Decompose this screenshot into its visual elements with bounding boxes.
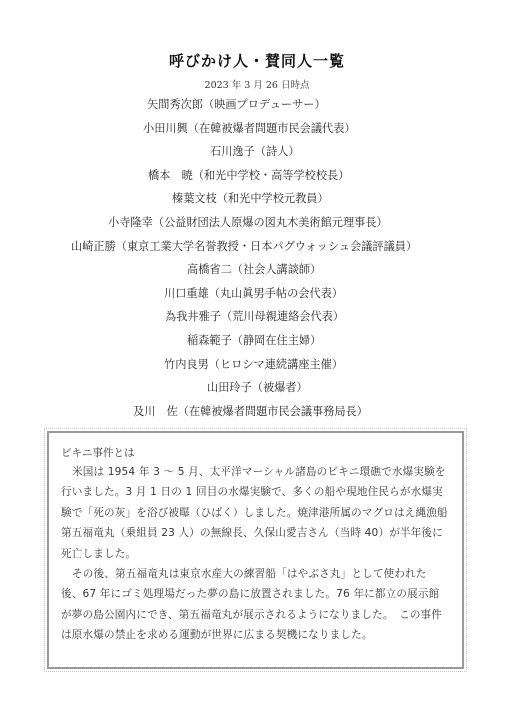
supporter-name: 石川逸子（詩人） (210, 145, 300, 159)
box-paragraph: その後、第五福竜丸は東京水産大の練習船「はやぶさ丸」として使われた後、67 年にゴミ処理場だった夢の島に放置されました。76 年に都立の展示館が夢の島公園内にでき、第五福竜丸が展示されるようになりました。 この事件は原水爆の禁止を求める運動が世界に広まる契機になりました。 (61, 568, 443, 642)
supporter-name: 高橋省二（社会人講談師） (187, 263, 322, 277)
list-item (0, 140, 514, 164)
supporter-name: 榛葉文枝（和光中学校元教員） (172, 192, 329, 206)
supporter-name: 及川 佐（在韓被爆者問題市民会議事務局長） (133, 404, 368, 418)
list-item (0, 282, 514, 306)
list-item (0, 211, 514, 235)
bikini-incident-box (47, 431, 464, 669)
supporter-name: 矢間秀次郎（映画プロデューサー） (147, 98, 326, 111)
supporter-name: 小寺隆幸（公益財団法人原爆の図丸木美術館元理事長） (108, 215, 388, 229)
supporter-name: 為我井雅子（荒川母親連絡会代表） (165, 310, 345, 324)
list-item (0, 258, 514, 282)
page-title: 呼びかけ人・賛同人一覧 (168, 52, 345, 70)
list-item (0, 353, 514, 377)
supporter-name: 小田川興（在韓被爆者問題市民会議代表） (143, 121, 356, 135)
supporter-name: 山崎正勝（東京工業大学名誉教授・日本パグウォッシュ会議評議員） (71, 239, 418, 253)
list-item (0, 117, 514, 141)
supporter-name: 山田玲子（被爆者） (207, 381, 308, 395)
box-heading: ビキニ事件とは (61, 447, 135, 459)
supporter-name: 橋本 暁（和光中学校・高等学校校長） (148, 168, 350, 182)
supporter-name: 稲森範子（静岡在住主婦） (187, 333, 322, 347)
supporters-list (0, 93, 514, 423)
list-item (0, 329, 514, 353)
supporter-name: 川口重雄（丸山眞男手帖の会代表） (164, 286, 344, 300)
supporter-name: 竹内良男（ヒロシマ連続講座主催） (164, 357, 344, 371)
box-paragraph: 米国は 1954 年 3 ～ 5 月、太平洋マーシャル諸島のビキニ環礁で水爆実験を行いました。3 月 1 日の 1 回目の水爆実験で、多くの船や現地住民らが水爆実験で「死の灰」を浴び被曝（ひばく）しました。焼津港所属のマグロはえ縄漁船第五福竜丸（乗組員 23 人）の無線長、久保山愛吉さん（当時 40）が半年後に死亡しました。 (61, 466, 448, 560)
list-item (0, 400, 514, 424)
as-of-date: 2023 年 3 月 26 日時点 (204, 80, 310, 91)
list-item (0, 93, 514, 117)
list-item (0, 187, 514, 211)
list-item (0, 305, 514, 329)
list-item (0, 164, 514, 188)
list-item (0, 376, 514, 400)
list-item (0, 235, 514, 259)
